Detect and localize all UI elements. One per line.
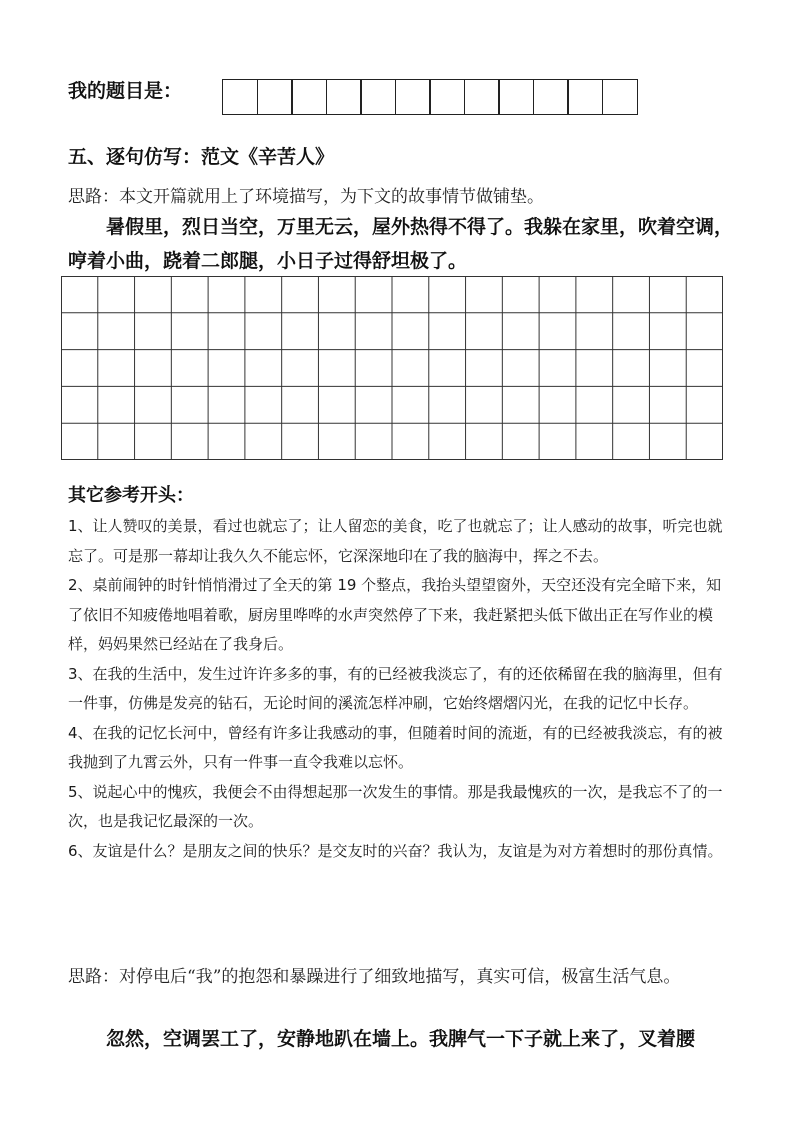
title-char-box[interactable] xyxy=(222,79,258,115)
thinking-note-2: 思路：对停电后“我”的抱怨和暴躁进行了细致地描写，真实可信，极富生活气息。 xyxy=(68,967,681,987)
reference-item: 2、桌前闹钟的时针悄悄滑过了全天的第 19 个整点，我抬头望望窗外，天空还没有完全暗下来，知了依旧不知疲倦地唱着歌，厨房里哗哗的水声突然停了下来，我赶紧把头低下做出正在写作业的模样，妈妈果然已经站在了我身后。 xyxy=(68,576,722,653)
title-char-box[interactable] xyxy=(360,79,396,115)
section-heading: 五、逐句仿写：范文《辛苦人》 xyxy=(68,146,335,168)
writing-grid[interactable] xyxy=(61,276,723,460)
model-excerpt: 暑假里，烈日当空，万里无云，屋外热得不得了。我躲在家里，吹着空调，哼着小曲，跷着二郎腿，小日子过得舒坦极了。 xyxy=(68,216,734,272)
title-prompt-label: 我的题目是： xyxy=(68,80,183,102)
thinking-note: 思路：本文开篇就用上了环境描写，为下文的故事情节做铺垫。 xyxy=(68,187,544,207)
references-list xyxy=(68,512,733,866)
title-char-box[interactable] xyxy=(602,79,638,115)
references-heading: 其它参考开头： xyxy=(68,485,194,506)
title-char-box[interactable] xyxy=(257,79,293,115)
model-excerpt-2: 忽然，空调罢工了，安静地趴在墙上。我脾气一下子就上来了，叉着腰 xyxy=(106,1028,696,1050)
title-char-box[interactable] xyxy=(567,79,603,115)
title-input-boxes[interactable] xyxy=(222,79,638,115)
reference-item: 3、在我的生活中，发生过许许多多的事，有的已经被我淡忘了，有的还依稀留在我的脑海里，但有一件事，仿佛是发亮的钻石，无论时间的溪流怎样冲刷，它始终熠熠闪光，在我的记忆中长存。 xyxy=(68,664,723,712)
title-char-box[interactable] xyxy=(498,79,534,115)
title-char-box[interactable] xyxy=(429,79,465,115)
reference-item: 5、说起心中的愧疚，我便会不由得想起那一次发生的事情。那是我最愧疚的一次，是我忘不了的一次，也是我记忆最深的一次。 xyxy=(68,782,723,830)
reference-item: 4、在我的记忆长河中，曾经有许多让我感动的事，但随着时间的流逝，有的已经被我淡忘，有的被我抛到了九霄云外，只有一件事一直令我难以忘怀。 xyxy=(68,723,723,771)
reference-item: 1、让人赞叹的美景，看过也就忘了；让人留恋的美食，吃了也就忘了；让人感动的故事，听完也就忘了。可是那一幕却让我久久不能忘怀，它深深地印在了我的脑海中，挥之不去。 xyxy=(68,517,723,565)
title-char-box[interactable] xyxy=(291,79,327,115)
title-char-box[interactable] xyxy=(464,79,500,115)
reference-item: 6、友谊是什么？是朋友之间的快乐？是交友时的兴奋？我认为，友谊是为对方着想时的那份真情。 xyxy=(68,841,723,860)
title-char-box[interactable] xyxy=(326,79,362,115)
title-char-box[interactable] xyxy=(533,79,569,115)
title-char-box[interactable] xyxy=(395,79,431,115)
